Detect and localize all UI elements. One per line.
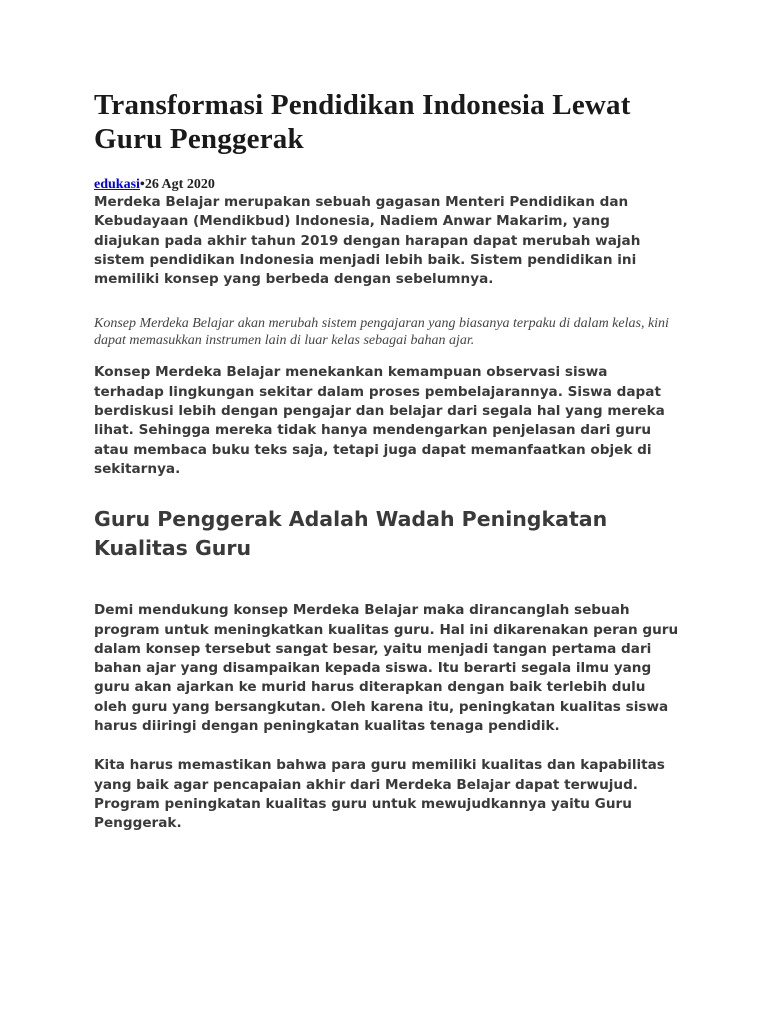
paragraph-concept: Konsep Merdeka Belajar menekankan kemampuan observasi siswa terhadap lingkungan sekitar dalam proses pembelajarannya. Siswa dapat berdiskusi lebih dengan pengajar dan belajar dari segala hal yang mereka lihat. Sehingga mereka tidak hanya mendengarkan penjelasan dari guru atau membaca buku teks saja, tetapi juga dapat memanfaatkan objek di sekitarnya. xyxy=(94,364,665,477)
section-heading: Guru Penggerak Adalah Wadah Peningkatan Kualitas Guru xyxy=(94,507,608,561)
meta-separator: • xyxy=(139,177,145,192)
publish-date: 26 Agt 2020 xyxy=(144,177,215,192)
pull-quote: Konsep Merdeka Belajar akan merubah sistem pengajaran yang biasanya terpaku di dalam kelas, kini dapat memasukkan instrumen lain di luar kelas sebagai bahan ajar. xyxy=(94,316,669,348)
article xyxy=(94,88,680,834)
article-title: Transformasi Pendidikan Indonesia Lewat Guru Penggerak xyxy=(94,89,631,155)
paragraph-conclusion: Kita harus memastikan bahwa para guru memiliki kualitas dan kapabilitas yang baik agar pencapaian akhir dari Merdeka Belajar dapat terwujud. Program peningkatan kualitas guru untuk mewujudkannya yaitu Guru Penggerak. xyxy=(94,757,665,832)
paragraph-intro: Merdeka Belajar merupakan sebuah gagasan Menteri Pendidikan dan Kebudayaan (Mendikbud) Indonesia, Nadiem Anwar Makarim, yang diajukan pada akhir tahun 2019 dengan harapan dapat merubah wajah sistem pendidikan Indonesia menjadi lebih baik. Sistem pendidikan ini memiliki konsep yang berbeda dengan sebelumnya. xyxy=(94,194,641,288)
category-link[interactable]: edukasi xyxy=(94,177,140,192)
paragraph-program: Demi mendukung konsep Merdeka Belajar maka dirancanglah sebuah program untuk meningkatkan kualitas guru. Hal ini dikarenakan peran guru dalam konsep tersebut sangat besar, yaitu menjadi tangan pertama dari bahan ajar yang disampaikan kepada siswa. Itu berarti segala ilmu yang guru akan ajarkan ke murid harus diterapkan dengan baik terlebih dulu oleh guru yang bersangkutan. Oleh karena itu, peningkatan kualitas siswa harus diiringi dengan peningkatan kualitas tenaga pendidik. xyxy=(94,602,679,735)
article-meta xyxy=(94,176,680,193)
